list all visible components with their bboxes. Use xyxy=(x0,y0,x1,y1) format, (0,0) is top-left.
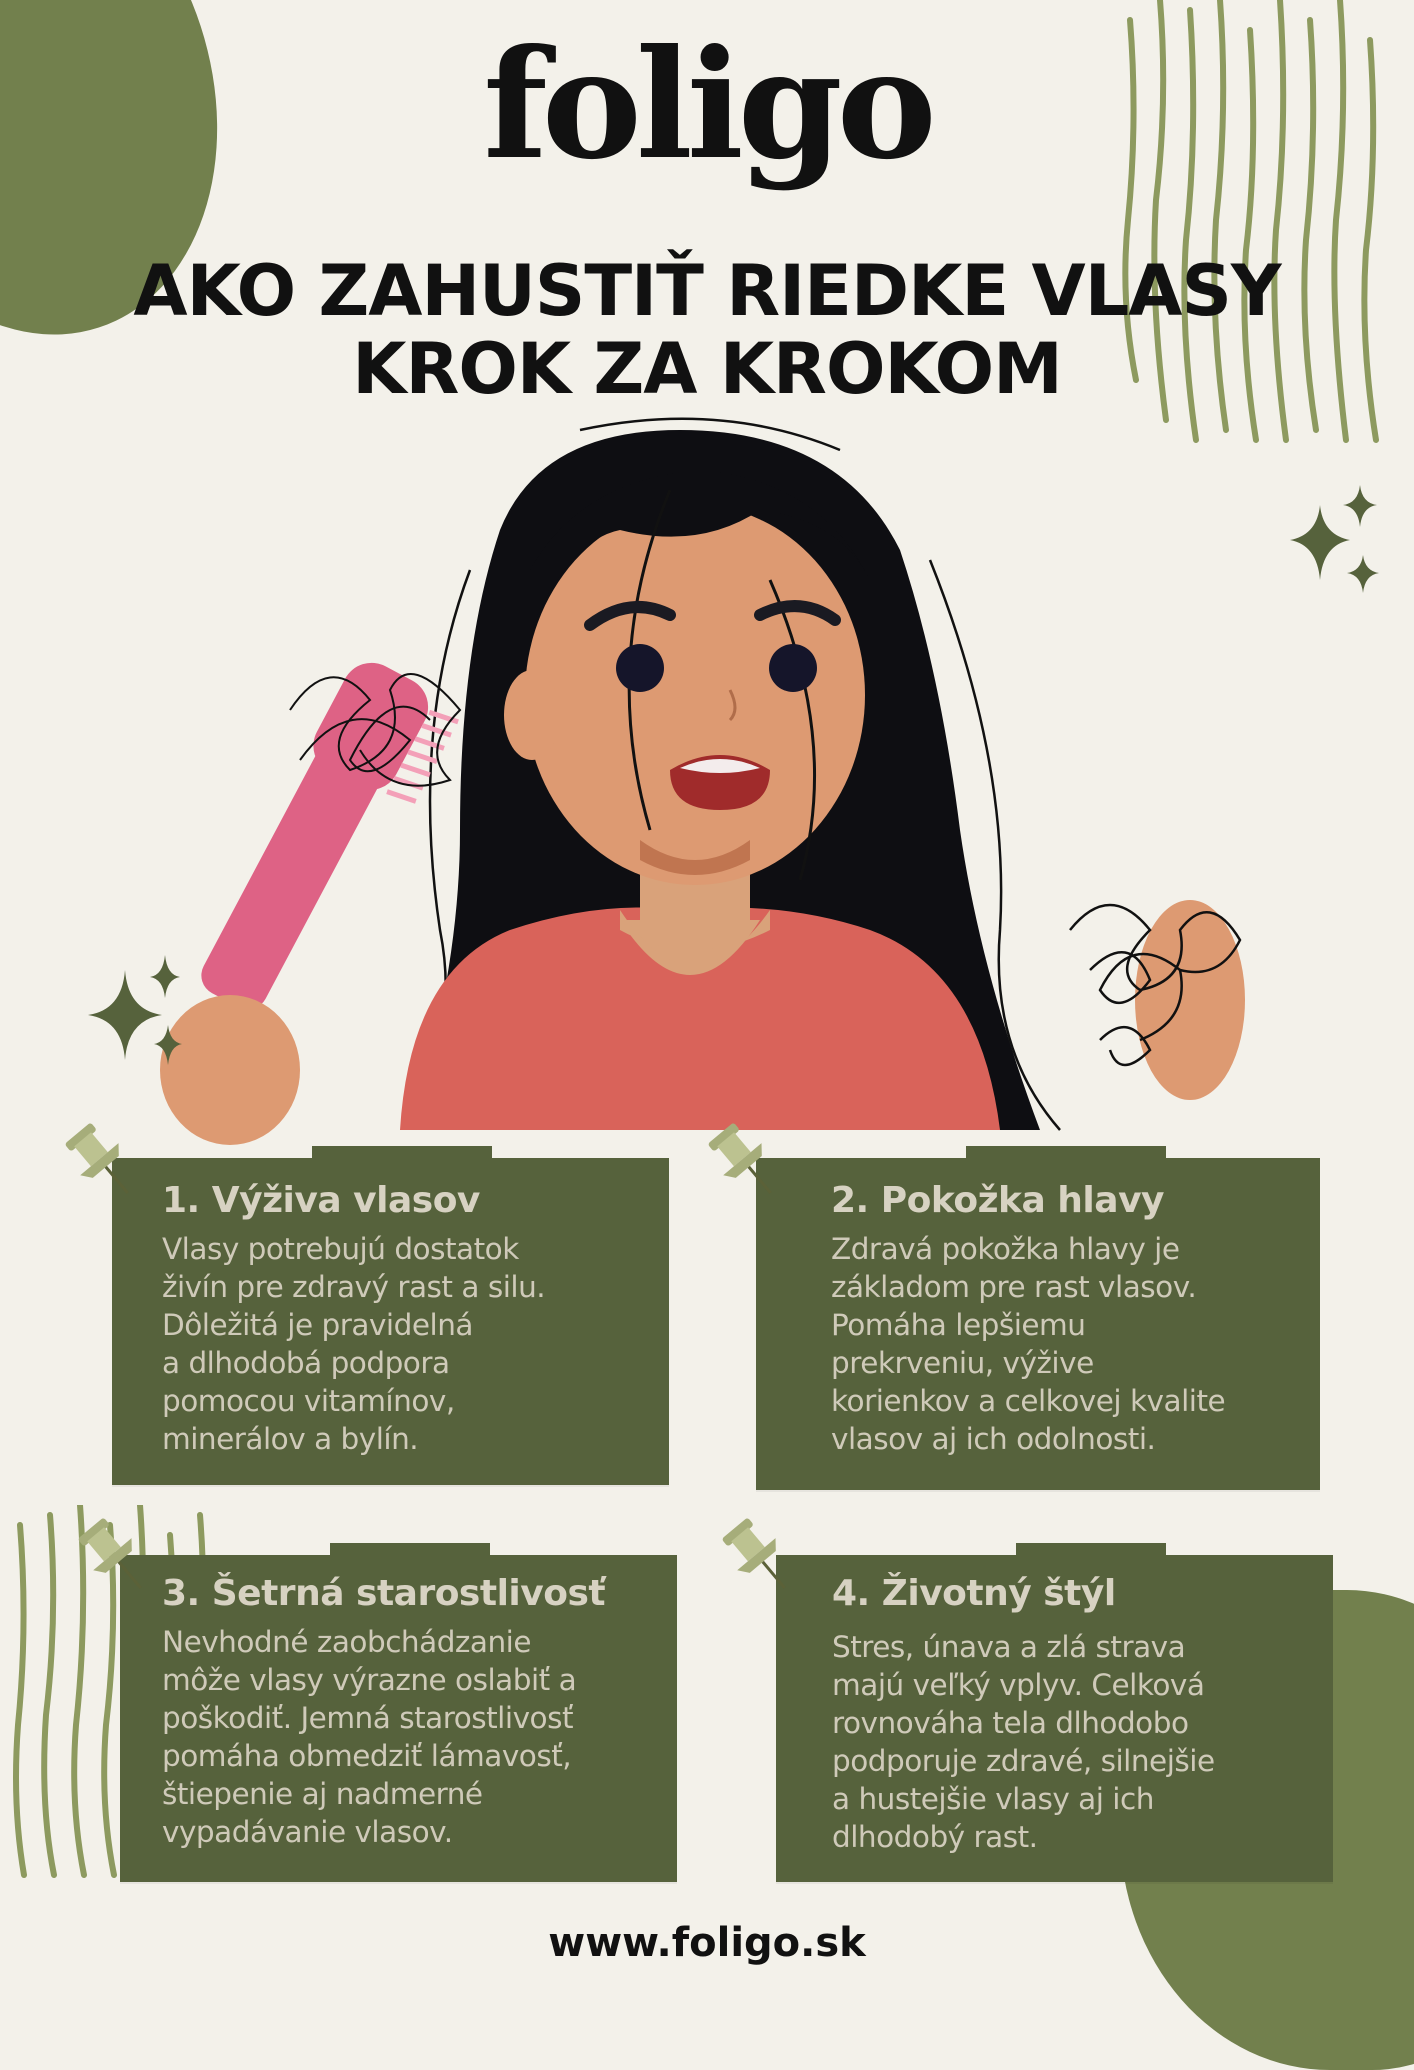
tape xyxy=(1016,1543,1166,1563)
pushpin-icon xyxy=(68,1510,158,1600)
tape xyxy=(312,1146,492,1166)
page-title xyxy=(0,252,1414,408)
pushpin-icon xyxy=(55,1115,145,1205)
page-title-line-1: AKO ZAHUSTIŤ RIEDKE VLASY xyxy=(133,250,1281,332)
website-url[interactable]: www.foligo.sk xyxy=(548,1920,866,1966)
card-gentle-care xyxy=(120,1555,677,1882)
card-body: Zdravá pokožka hlavy je základom pre rast vlasov. Pomáha lepšiemu prekrveniu, výžive korienkov a celkovej kvalite vlasov aj ich odolnosti. xyxy=(831,1232,1226,1456)
card-title: 4. Životný štýl xyxy=(832,1573,1116,1614)
pushpin-icon xyxy=(698,1115,788,1205)
card-scalp xyxy=(756,1158,1320,1490)
tape xyxy=(966,1146,1166,1166)
card-nutrition xyxy=(112,1158,669,1485)
card-lifestyle xyxy=(776,1555,1333,1882)
tape xyxy=(330,1543,490,1563)
page-title-line-2: KROK ZA KROKOM xyxy=(352,328,1062,410)
woman-hair-loss-illustration xyxy=(80,410,1340,1170)
card-title: 3. Šetrná starostlivosť xyxy=(162,1573,606,1614)
card-title: 1. Výživa vlasov xyxy=(162,1180,480,1221)
card-title: 2. Pokožka hlavy xyxy=(831,1180,1164,1221)
brand-logo: foligo xyxy=(483,17,931,193)
card-body: Nevhodné zaobchádzanie môže vlasy výrazne oslabiť a poškodiť. Jemná starostlivosť pomáha obmedziť lámavosť, štiepenie aj nadmerné vypadávanie vlasov. xyxy=(162,1625,577,1849)
card-body: Stres, únava a zlá strava majú veľký vplyv. Celková rovnováha tela dlhodobo podporuje zdravé, silnejšie a hustejšie vlasy aj ich dlhodobý rast. xyxy=(832,1630,1215,1854)
pushpin-icon xyxy=(712,1510,802,1600)
card-body: Vlasy potrebujú dostatok živín pre zdravý rast a silu. Dôležitá je pravidelná a dlhodobá podpora pomocou vitamínov, minerálov a bylín. xyxy=(162,1232,546,1456)
